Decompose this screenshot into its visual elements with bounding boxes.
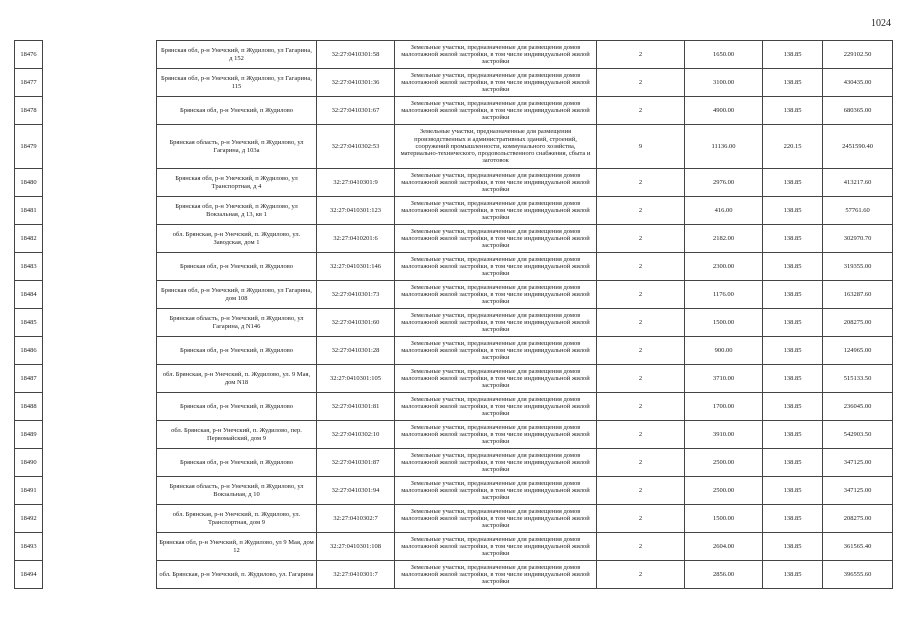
cadastral-value-cell: 396555.60: [823, 561, 893, 589]
address-cell: Брянская обл, р-н Унечский, п Жудилово, ул Гагарина, 115: [157, 69, 317, 97]
cadastral-number-cell: 32:27:0410301:28: [317, 337, 395, 365]
land-use-cell: Земельные участки, предназначенные для размещения домов малоэтажной жилой застройки, в том числе индивидуальной жилой застройки: [395, 97, 597, 125]
cadastral-value-cell: 208275.00: [823, 505, 893, 533]
land-use-cell: Земельные участки, предназначенные для размещения домов малоэтажной жилой застройки, в том числе индивидуальной жилой застройки: [395, 309, 597, 337]
land-use-cell: Земельные участки, предназначенные для размещения домов малоэтажной жилой застройки, в том числе индивидуальной жилой застройки: [395, 505, 597, 533]
row-number-cell: 18485: [15, 309, 43, 337]
cadastral-value-cell: 430435.00: [823, 69, 893, 97]
land-use-cell: Земельные участки, предназначенные для размещения домов малоэтажной жилой застройки, в том числе индивидуальной жилой застройки: [395, 253, 597, 281]
area-cell: 1700.00: [685, 393, 763, 421]
row-number-cell: 18490: [15, 449, 43, 477]
land-use-cell: Земельные участки, предназначенные для размещения домов малоэтажной жилой застройки, в том числе индивидуальной жилой застройки: [395, 449, 597, 477]
cadastral-number-cell: 32:27:0410301:36: [317, 69, 395, 97]
use-code-cell: 2: [597, 421, 685, 449]
cadastral-number-cell: 32:27:0410301:146: [317, 253, 395, 281]
cadastral-value-cell: 680365.00: [823, 97, 893, 125]
spacer-cell: [43, 97, 157, 125]
cadastral-value-cell: 163287.60: [823, 281, 893, 309]
area-cell: 2500.00: [685, 449, 763, 477]
address-cell: Брянская обл, р-н Унечский, п Жудилово, ул Вокзальная, д 13, кв 1: [157, 197, 317, 225]
cadastral-value-cell: 229102.50: [823, 41, 893, 69]
table-row: [15, 281, 893, 309]
address-cell: обл. Брянская, р-н Унечский, п. Жудилово, ул. Гагарина: [157, 561, 317, 589]
use-code-cell: 9: [597, 125, 685, 169]
address-cell: Брянская обл, р-н Унечский, п Жудилово: [157, 393, 317, 421]
land-use-cell: Земельные участки, предназначенные для размещения производственных и административных зданий, строений, сооружений промышленности, коммунального хозяйства, материально-технического, продовольственного снабжения, сбыта и заготовок: [395, 125, 597, 169]
land-use-cell: Земельные участки, предназначенные для размещения домов малоэтажной жилой застройки, в том числе индивидуальной жилой застройки: [395, 281, 597, 309]
use-code-cell: 2: [597, 337, 685, 365]
specific-value-cell: 138.85: [763, 477, 823, 505]
cadastral-value-cell: 57761.60: [823, 197, 893, 225]
land-use-cell: Земельные участки, предназначенные для размещения домов малоэтажной жилой застройки, в том числе индивидуальной жилой застройки: [395, 421, 597, 449]
cadastral-value-cell: 542903.50: [823, 421, 893, 449]
table-row: [15, 169, 893, 197]
cadastral-value-cell: 208275.00: [823, 309, 893, 337]
cadastral-value-cell: 515133.50: [823, 365, 893, 393]
specific-value-cell: 138.85: [763, 169, 823, 197]
use-code-cell: 2: [597, 449, 685, 477]
row-number-cell: 18476: [15, 41, 43, 69]
row-number-cell: 18489: [15, 421, 43, 449]
use-code-cell: 2: [597, 393, 685, 421]
land-use-cell: Земельные участки, предназначенные для размещения домов малоэтажной жилой застройки, в том числе индивидуальной жилой застройки: [395, 393, 597, 421]
spacer-cell: [43, 169, 157, 197]
row-number-cell: 18494: [15, 561, 43, 589]
cadastral-number-cell: 32:27:0410201:6: [317, 225, 395, 253]
address-cell: Брянская область, р-н Унечский, п Жудилово, ул Гагарина, д N146: [157, 309, 317, 337]
cadastral-value-cell: 347125.00: [823, 477, 893, 505]
area-cell: 416.00: [685, 197, 763, 225]
cadastral-number-cell: 32:27:0410301:123: [317, 197, 395, 225]
table-row: [15, 505, 893, 533]
use-code-cell: 2: [597, 365, 685, 393]
table-row: [15, 561, 893, 589]
area-cell: 900.00: [685, 337, 763, 365]
row-number-cell: 18477: [15, 69, 43, 97]
use-code-cell: 2: [597, 533, 685, 561]
row-number-cell: 18478: [15, 97, 43, 125]
table-body: [15, 41, 893, 589]
spacer-cell: [43, 505, 157, 533]
land-use-cell: Земельные участки, предназначенные для размещения домов малоэтажной жилой застройки, в том числе индивидуальной жилой застройки: [395, 169, 597, 197]
row-number-cell: 18482: [15, 225, 43, 253]
cadastral-number-cell: 32:27:0410301:58: [317, 41, 395, 69]
table-row: [15, 393, 893, 421]
table-row: [15, 421, 893, 449]
spacer-cell: [43, 225, 157, 253]
table-row: [15, 309, 893, 337]
address-cell: Брянская область, р-н Унечский, п Жудилово, ул Вокзальная, д 10: [157, 477, 317, 505]
spacer-cell: [43, 449, 157, 477]
use-code-cell: 2: [597, 41, 685, 69]
specific-value-cell: 138.85: [763, 309, 823, 337]
row-number-cell: 18493: [15, 533, 43, 561]
cadastral-value-cell: 347125.00: [823, 449, 893, 477]
specific-value-cell: 138.85: [763, 393, 823, 421]
table-row: [15, 533, 893, 561]
specific-value-cell: 138.85: [763, 365, 823, 393]
specific-value-cell: 138.85: [763, 449, 823, 477]
cadastral-number-cell: 32:27:0410301:87: [317, 449, 395, 477]
land-use-cell: Земельные участки, предназначенные для размещения домов малоэтажной жилой застройки, в том числе индивидуальной жилой застройки: [395, 561, 597, 589]
specific-value-cell: 138.85: [763, 41, 823, 69]
cadastral-number-cell: 32:27:0410302:7: [317, 505, 395, 533]
cadastral-value-cell: 2451590.40: [823, 125, 893, 169]
cadastral-number-cell: 32:27:0410301:81: [317, 393, 395, 421]
spacer-cell: [43, 281, 157, 309]
area-cell: 3710.00: [685, 365, 763, 393]
row-number-cell: 18483: [15, 253, 43, 281]
land-use-cell: Земельные участки, предназначенные для размещения домов малоэтажной жилой застройки, в том числе индивидуальной жилой застройки: [395, 337, 597, 365]
use-code-cell: 2: [597, 253, 685, 281]
specific-value-cell: 138.85: [763, 225, 823, 253]
spacer-cell: [43, 309, 157, 337]
use-code-cell: 2: [597, 505, 685, 533]
cadastral-number-cell: 32:27:0410301:73: [317, 281, 395, 309]
specific-value-cell: 138.85: [763, 337, 823, 365]
land-use-cell: Земельные участки, предназначенные для размещения домов малоэтажной жилой застройки, в том числе индивидуальной жилой застройки: [395, 477, 597, 505]
area-cell: 1500.00: [685, 309, 763, 337]
use-code-cell: 2: [597, 309, 685, 337]
row-number-cell: 18487: [15, 365, 43, 393]
cadastral-value-cell: 124965.00: [823, 337, 893, 365]
table-row: [15, 197, 893, 225]
area-cell: 2182.00: [685, 225, 763, 253]
use-code-cell: 2: [597, 97, 685, 125]
address-cell: Брянская обл, р-н Унечский, п Жудилово: [157, 449, 317, 477]
use-code-cell: 2: [597, 225, 685, 253]
row-number-cell: 18486: [15, 337, 43, 365]
address-cell: Брянская обл, р-н Унечский, п Жудилово: [157, 337, 317, 365]
address-cell: Брянская обл, р-н Унечский, п Жудилово, ул Гагарина, д 152: [157, 41, 317, 69]
table-row: [15, 41, 893, 69]
address-cell: Брянская обл, р-н Унечский, п Жудилово: [157, 253, 317, 281]
cadastral-value-cell: 413217.60: [823, 169, 893, 197]
land-use-cell: Земельные участки, предназначенные для размещения домов малоэтажной жилой застройки, в том числе индивидуальной жилой застройки: [395, 197, 597, 225]
spacer-cell: [43, 393, 157, 421]
cadastral-value-cell: 302970.70: [823, 225, 893, 253]
spacer-cell: [43, 533, 157, 561]
cadastral-number-cell: 32:27:0410301:67: [317, 97, 395, 125]
table-row: [15, 365, 893, 393]
use-code-cell: 2: [597, 197, 685, 225]
spacer-cell: [43, 253, 157, 281]
row-number-cell: 18481: [15, 197, 43, 225]
table-row: [15, 97, 893, 125]
row-number-cell: 18488: [15, 393, 43, 421]
land-use-cell: Земельные участки, предназначенные для размещения домов малоэтажной жилой застройки, в том числе индивидуальной жилой застройки: [395, 41, 597, 69]
spacer-cell: [43, 69, 157, 97]
land-use-cell: Земельные участки, предназначенные для размещения домов малоэтажной жилой застройки, в том числе индивидуальной жилой застройки: [395, 533, 597, 561]
cadastral-number-cell: 32:27:0410301:108: [317, 533, 395, 561]
area-cell: 2500.00: [685, 477, 763, 505]
land-use-cell: Земельные участки, предназначенные для размещения домов малоэтажной жилой застройки, в том числе индивидуальной жилой застройки: [395, 69, 597, 97]
cadastral-number-cell: 32:27:0410301:60: [317, 309, 395, 337]
address-cell: обл. Брянская, р-н Унечский, п. Жудилово, ул. Заводская, дом 1: [157, 225, 317, 253]
row-number-cell: 18484: [15, 281, 43, 309]
spacer-cell: [43, 561, 157, 589]
spacer-cell: [43, 421, 157, 449]
spacer-cell: [43, 41, 157, 69]
row-number-cell: 18491: [15, 477, 43, 505]
table-row: [15, 125, 893, 169]
land-use-cell: Земельные участки, предназначенные для размещения домов малоэтажной жилой застройки, в том числе индивидуальной жилой застройки: [395, 225, 597, 253]
spacer-cell: [43, 477, 157, 505]
area-cell: 3100.00: [685, 69, 763, 97]
cadastral-number-cell: 32:27:0410301:105: [317, 365, 395, 393]
use-code-cell: 2: [597, 477, 685, 505]
specific-value-cell: 138.85: [763, 253, 823, 281]
table-row: [15, 449, 893, 477]
address-cell: Брянская обл, р-н Унечский, п Жудилово, ул Гагарина, дом 108: [157, 281, 317, 309]
cadastral-number-cell: 32:27:0410302:10: [317, 421, 395, 449]
land-use-cell: Земельные участки, предназначенные для размещения домов малоэтажной жилой застройки, в том числе индивидуальной жилой застройки: [395, 365, 597, 393]
cadastral-number-cell: 32:27:0410302:53: [317, 125, 395, 169]
specific-value-cell: 138.85: [763, 533, 823, 561]
row-number-cell: 18479: [15, 125, 43, 169]
specific-value-cell: 138.85: [763, 97, 823, 125]
spacer-cell: [43, 337, 157, 365]
cadastral-value-cell: 319355.00: [823, 253, 893, 281]
address-cell: Брянская область, р-н Унечский, п Жудилово, ул Гагарина, д 103а: [157, 125, 317, 169]
specific-value-cell: 138.85: [763, 69, 823, 97]
page-number: 1024: [871, 18, 891, 29]
area-cell: 2856.00: [685, 561, 763, 589]
spacer-cell: [43, 197, 157, 225]
address-cell: обл. Брянская, р-н Унечский, п. Жудилово, ул. Транспортная, дом 9: [157, 505, 317, 533]
table-row: [15, 477, 893, 505]
cadastral-number-cell: 32:27:0410301:7: [317, 561, 395, 589]
specific-value-cell: 138.85: [763, 281, 823, 309]
specific-value-cell: 138.85: [763, 505, 823, 533]
spacer-cell: [43, 125, 157, 169]
area-cell: 2604.00: [685, 533, 763, 561]
specific-value-cell: 220.15: [763, 125, 823, 169]
cadastral-value-cell: 236045.00: [823, 393, 893, 421]
table-row: [15, 337, 893, 365]
address-cell: Брянская обл, р-н Унечский, п Жудилово: [157, 97, 317, 125]
table-row: [15, 225, 893, 253]
specific-value-cell: 138.85: [763, 197, 823, 225]
specific-value-cell: 138.85: [763, 421, 823, 449]
address-cell: Брянская обл, р-н Унечский, п Жудилово, ул 9 Мая, дом 12: [157, 533, 317, 561]
area-cell: 11136.00: [685, 125, 763, 169]
area-cell: 4900.00: [685, 97, 763, 125]
spacer-cell: [43, 365, 157, 393]
cadastral-value-table: [14, 40, 893, 589]
address-cell: обл. Брянская, р-н Унечский, п. Жудилово, пер. Первомайский, дом 9: [157, 421, 317, 449]
use-code-cell: 2: [597, 561, 685, 589]
row-number-cell: 18480: [15, 169, 43, 197]
area-cell: 2976.00: [685, 169, 763, 197]
use-code-cell: 2: [597, 281, 685, 309]
row-number-cell: 18492: [15, 505, 43, 533]
cadastral-number-cell: 32:27:0410301:9: [317, 169, 395, 197]
use-code-cell: 2: [597, 169, 685, 197]
use-code-cell: 2: [597, 69, 685, 97]
area-cell: 1650.00: [685, 41, 763, 69]
table-row: [15, 253, 893, 281]
area-cell: 2300.00: [685, 253, 763, 281]
specific-value-cell: 138.85: [763, 561, 823, 589]
address-cell: Брянская обл, р-н Унечский, п Жудилово, ул Транспортная, д 4: [157, 169, 317, 197]
area-cell: 1500.00: [685, 505, 763, 533]
cadastral-value-cell: 361565.40: [823, 533, 893, 561]
address-cell: обл. Брянская, р-н Унечский, п. Жудилово, ул. 9 Мая, дом N18: [157, 365, 317, 393]
area-cell: 1176.00: [685, 281, 763, 309]
cadastral-number-cell: 32:27:0410301:94: [317, 477, 395, 505]
table-row: [15, 69, 893, 97]
area-cell: 3910.00: [685, 421, 763, 449]
